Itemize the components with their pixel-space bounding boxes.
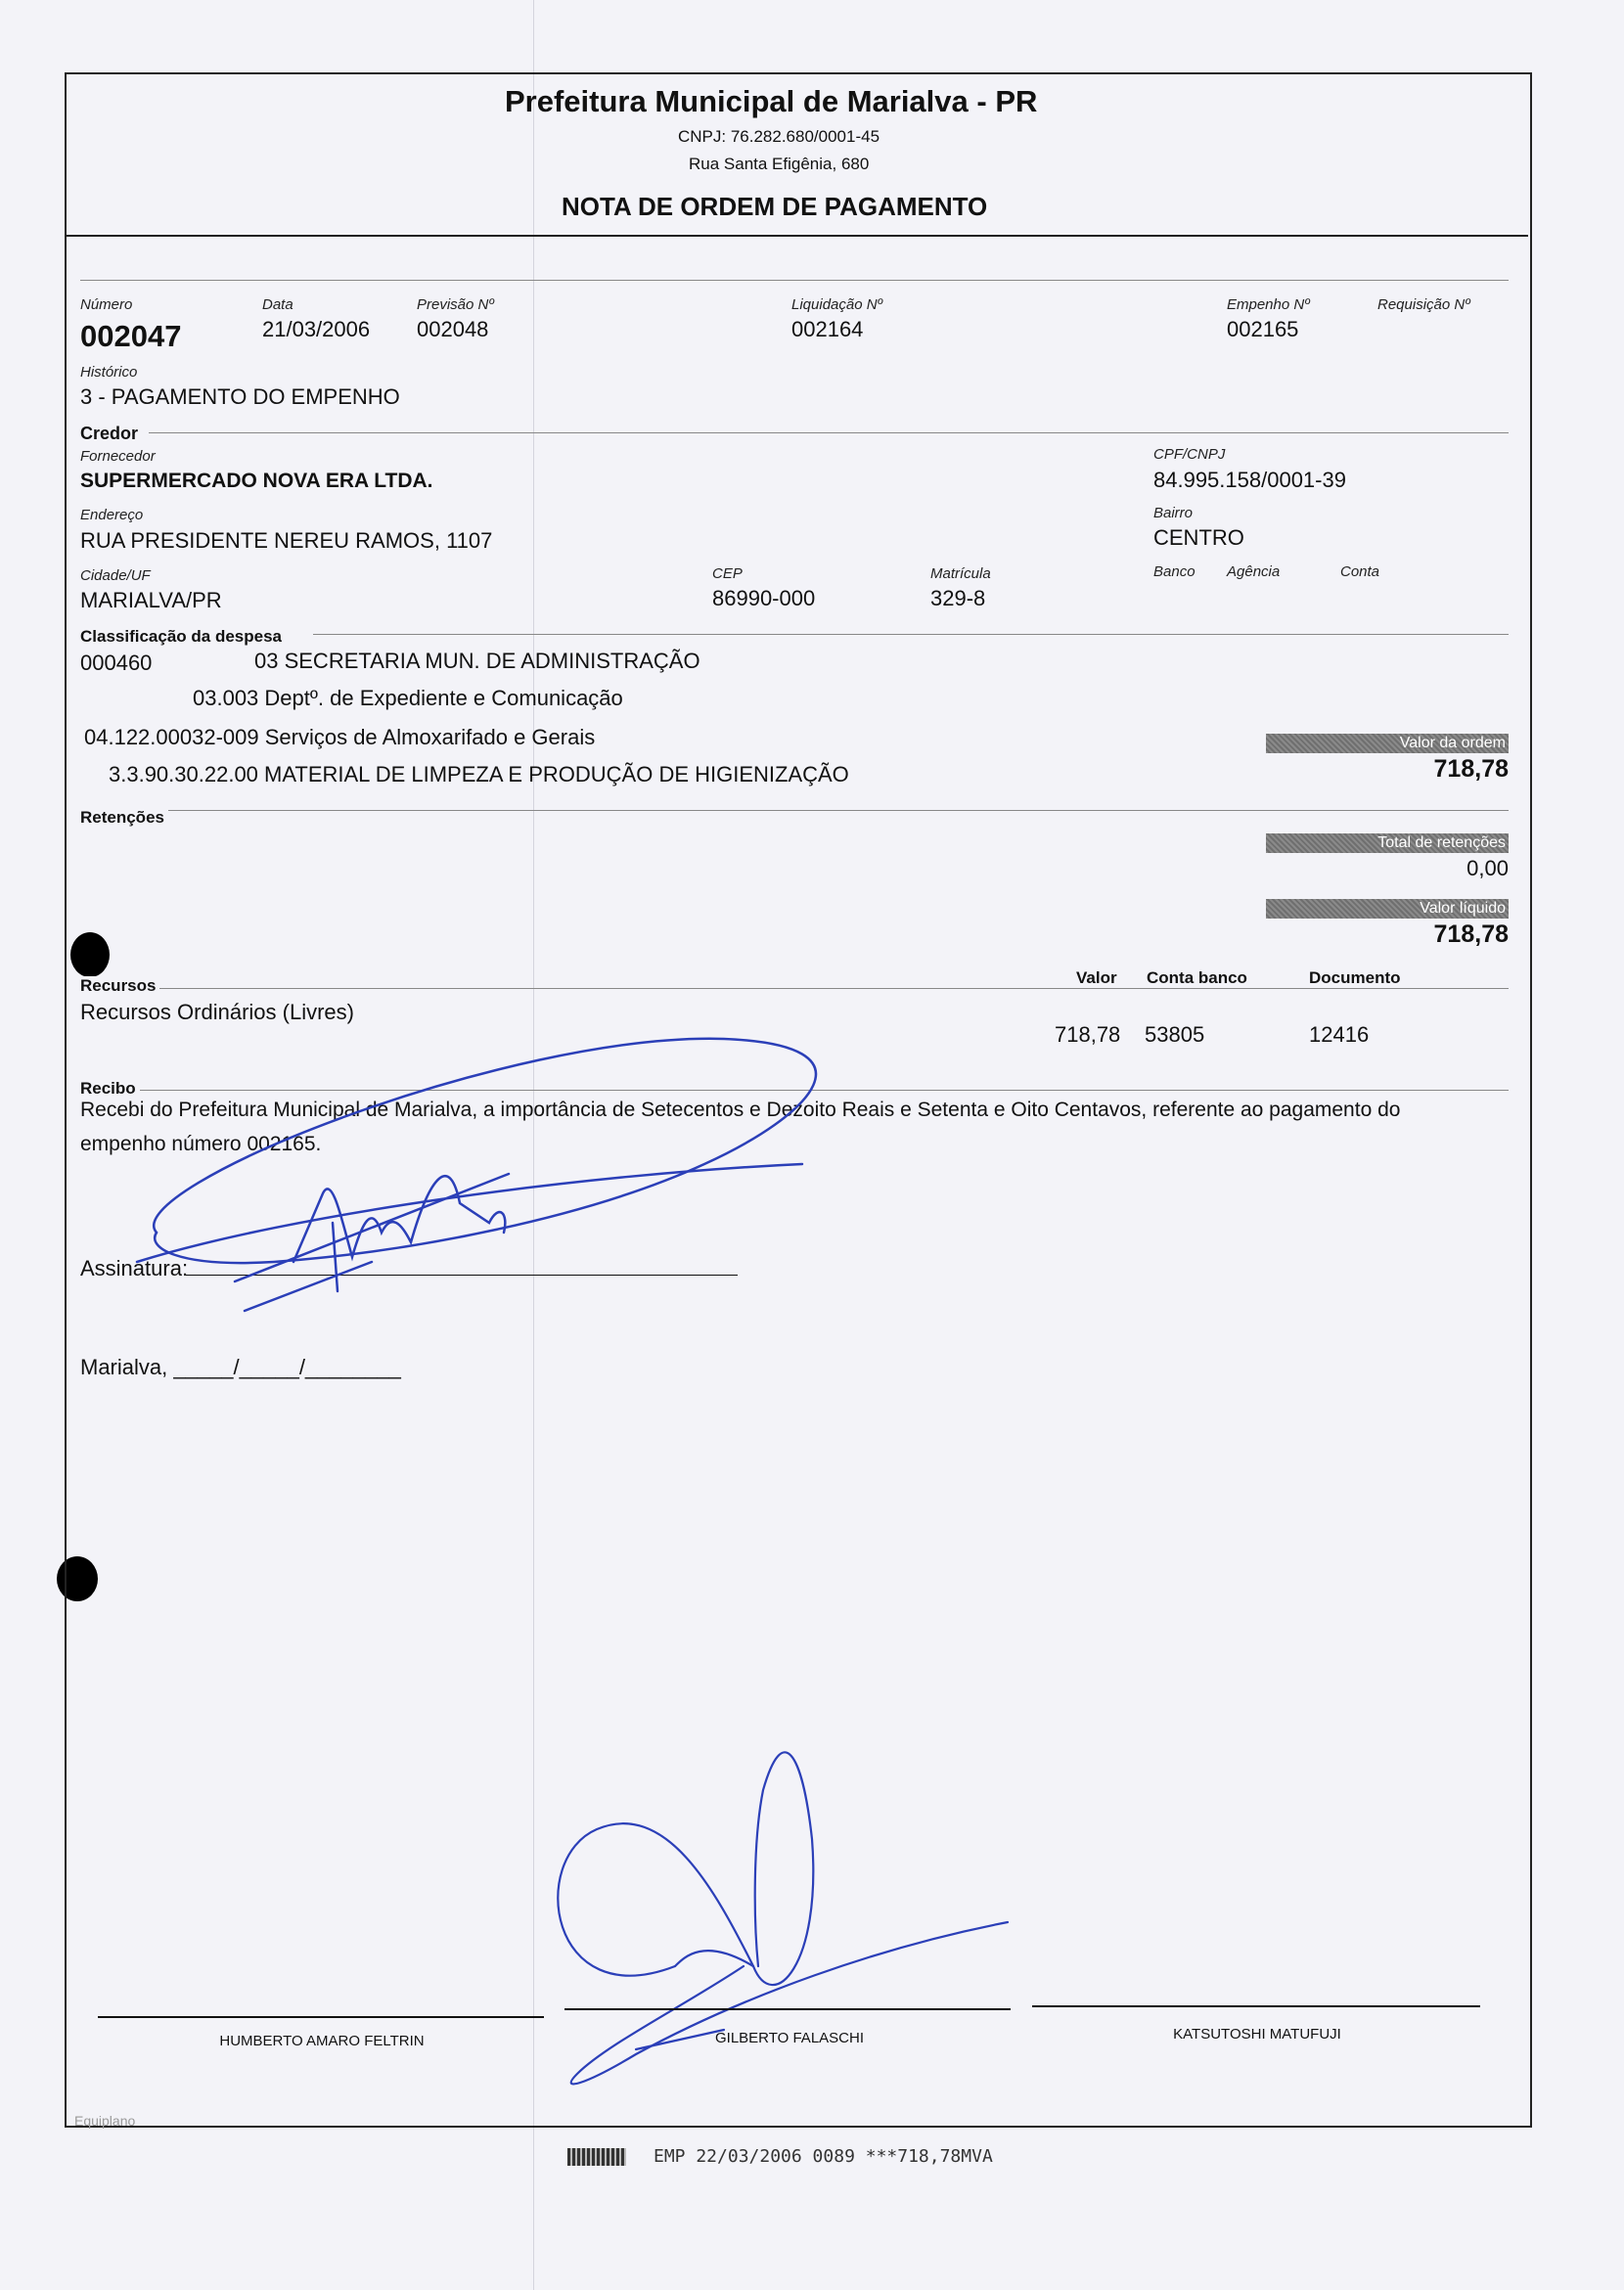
requisicao-label: Requisição Nº: [1377, 296, 1470, 313]
agencia-label: Agência: [1227, 563, 1281, 580]
signature-line-1: [98, 2016, 544, 2018]
total-retencoes-bar: Total de retenções: [1266, 833, 1509, 853]
footer-brand: Equiplano: [74, 2113, 136, 2129]
historico-label: Histórico: [80, 364, 138, 381]
valor-liquido-bar: Valor líquido: [1266, 899, 1509, 919]
numero-label: Número: [80, 296, 133, 313]
bank-stamp-logo: [567, 2148, 626, 2166]
total-retencoes-value: 0,00: [1466, 856, 1509, 880]
classificacao-line2: 03.003 Deptº. de Expediente e Comunicação: [193, 686, 623, 710]
address-text: Rua Santa Efigênia, 680: [689, 155, 870, 173]
cep-value: 86990-000: [712, 586, 816, 610]
classificacao-line4: 3.3.90.30.22.00 MATERIAL DE LIMPEZA E PRODUÇÃO DE HIGIENIZAÇÃO: [109, 762, 849, 786]
signature-line-2: [564, 2008, 1011, 2010]
classificacao-line3: 04.122.00032-009 Serviços de Almoxarifado e Gerais: [84, 725, 596, 749]
recursos-conta-label: Conta banco: [1147, 968, 1247, 987]
valor-liquido-value: 718,78: [1433, 920, 1509, 948]
assinatura-label: Assinatura:: [80, 1256, 189, 1280]
recursos-section: Recursos: [80, 976, 159, 996]
fornecedor-value: SUPERMERCADO NOVA ERA LTDA.: [80, 470, 433, 492]
cpf-label: CPF/CNPJ: [1153, 446, 1226, 463]
recibo-text-line1: Recebi do Prefeitura Municipal de Marialva, a importância de Setecentos e Dezoito Reais e Setenta e Oito Centavos, referente ao pagamento do: [80, 1099, 1401, 1121]
valor-ordem-bar: Valor da ordem: [1266, 734, 1509, 753]
cidade-label: Cidade/UF: [80, 567, 151, 584]
recibo-section: Recibo: [80, 1079, 140, 1099]
classificacao-section: Classificação da despesa: [80, 627, 283, 646]
matricula-value: 329-8: [930, 586, 986, 610]
signature-line-3: [1032, 2005, 1480, 2007]
recursos-valor-label: Valor: [1076, 968, 1117, 987]
bank-stamp-text: EMP 22/03/2006 0089 ***718,78MVA: [654, 2146, 993, 2167]
local-data-line: Marialva, _____/_____/________: [80, 1355, 401, 1379]
recursos-documento-label: Documento: [1309, 968, 1401, 987]
fornecedor-label: Fornecedor: [80, 448, 156, 465]
classificacao-code: 000460: [80, 651, 153, 675]
signature-name-3: KATSUTOSHI MATUFUJI: [1173, 2026, 1341, 2043]
endereco-value: RUA PRESIDENTE NEREU RAMOS, 1107: [80, 528, 493, 553]
cep-label: CEP: [712, 565, 743, 582]
credor-section: Credor: [80, 424, 139, 443]
liquidacao-value: 002164: [791, 317, 864, 341]
recursos-conta: 53805: [1145, 1022, 1205, 1047]
valor-ordem-value: 718,78: [1433, 755, 1509, 783]
numero-value: 002047: [80, 319, 182, 353]
retencoes-section: Retenções: [80, 808, 168, 828]
cpf-value: 84.995.158/0001-39: [1153, 468, 1346, 492]
signature-name-1: HUMBERTO AMARO FELTRIN: [219, 2033, 425, 2049]
historico-value: 3 - PAGAMENTO DO EMPENHO: [80, 384, 400, 409]
classificacao-line1: 03 SECRETARIA MUN. DE ADMINISTRAÇÃO: [254, 649, 700, 673]
data-label: Data: [262, 296, 293, 313]
banco-label: Banco: [1153, 563, 1195, 580]
recursos-documento: 12416: [1309, 1022, 1370, 1047]
cidade-value: MARIALVA/PR: [80, 588, 222, 612]
matricula-label: Matrícula: [930, 565, 991, 582]
data-value: 21/03/2006: [262, 317, 371, 341]
bairro-value: CENTRO: [1153, 525, 1244, 550]
previsao-label: Previsão Nº: [417, 296, 494, 313]
empenho-value: 002165: [1227, 317, 1299, 341]
bairro-label: Bairro: [1153, 505, 1194, 521]
conta-label: Conta: [1340, 563, 1380, 580]
liquidacao-label: Liquidação Nº: [791, 296, 883, 313]
page-title: Prefeitura Municipal de Marialva - PR: [505, 84, 1038, 118]
empenho-label: Empenho Nº: [1227, 296, 1310, 313]
cnpj-text: CNPJ: 76.282.680/0001-45: [678, 127, 880, 146]
signature-name-2: GILBERTO FALASCHI: [715, 2030, 864, 2046]
endereco-label: Endereço: [80, 507, 144, 523]
previsao-value: 002048: [417, 317, 489, 341]
recibo-text-line2: empenho número 002165.: [80, 1133, 322, 1155]
recursos-descricao: Recursos Ordinários (Livres): [80, 1000, 354, 1024]
recursos-valor: 718,78: [1055, 1022, 1121, 1047]
document-title: NOTA DE ORDEM DE PAGAMENTO: [562, 192, 988, 221]
